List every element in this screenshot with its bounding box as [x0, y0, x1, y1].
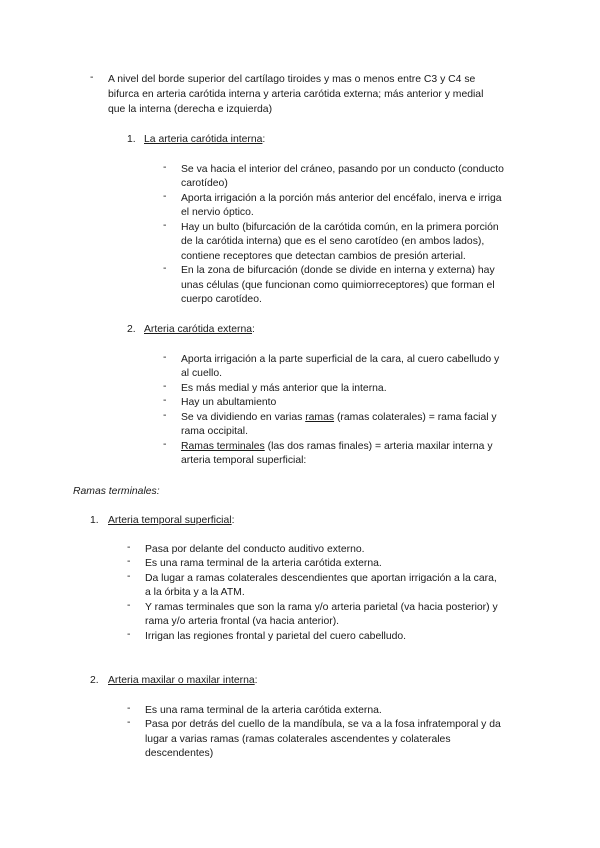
list-bullet: - [163, 381, 167, 392]
section-number: 2. [127, 324, 136, 335]
list-item-line: el nervio óptico. [181, 207, 254, 218]
list-item-line: Aporta irrigación a la porción más anterior del encéfalo, inerva e irriga [181, 193, 502, 204]
list-item-line: Pasa por delante del conducto auditivo externo. [145, 544, 365, 555]
list-bullet: - [163, 395, 167, 406]
list-bullet: - [127, 542, 131, 553]
list-item-line: unas células (que funcionan como quimiorreceptores) que forman el [181, 280, 495, 291]
list-bullet: - [163, 263, 167, 274]
heading-suffix: : [231, 515, 235, 526]
heading-suffix: : [262, 134, 266, 145]
list-bullet: - [127, 703, 131, 714]
underlined-term: Ramas terminales [181, 441, 265, 452]
list-item-line: al cuello. [181, 368, 223, 379]
list-item-line: Es una rama terminal de la arteria carótida externa. [145, 705, 382, 716]
section-heading [144, 322, 255, 337]
list-item-line: Irrigan las regiones frontal y parietal del cuero cabelludo. [145, 631, 407, 642]
list-item-line: contiene receptores que detectan cambios de presión arterial. [181, 251, 466, 262]
heading-suffix: : [254, 675, 258, 686]
ramas-terminales-heading: Ramas terminales: [73, 486, 160, 497]
intro-bullet: - [90, 72, 94, 83]
heading-suffix: : [252, 324, 255, 335]
section-heading [108, 673, 258, 688]
section-number: 1. [90, 515, 99, 526]
text-run: (las dos ramas finales) = arteria maxilar interna y [264, 441, 493, 452]
list-item-line: rama y/o arteria frontal (va hacia anterior). [145, 616, 340, 627]
list-item-line [181, 410, 497, 425]
list-bullet: - [163, 439, 167, 450]
list-bullet: - [163, 191, 167, 202]
list-bullet: - [127, 717, 131, 728]
text-run: Se va dividiendo en varias [181, 412, 306, 423]
list-item-line: Da lugar a ramas colaterales descendientes que aportan irrigación a la cara, [145, 573, 497, 584]
list-bullet: - [127, 600, 131, 611]
list-item-line: de la carótida interna) que es el seno carotídeo (en ambos lados), [181, 236, 485, 247]
list-item-line: Se va hacia el interior del cráneo, pasando por un conducto (conducto [181, 164, 504, 175]
list-item-line: Hay un abultamiento [181, 397, 277, 408]
list-item-line: rama occipital. [181, 426, 248, 437]
list-bullet: - [127, 556, 131, 567]
list-item-line: lugar a varias ramas (ramas colaterales ascendentes y colaterales [145, 734, 451, 745]
section-heading [144, 132, 265, 147]
section-number: 2. [90, 675, 99, 686]
list-item-line: arteria temporal superficial: [181, 455, 307, 466]
list-item-line: Pasa por detrás del cuello de la mandíbula, se va a la fosa infratemporal y da [145, 719, 501, 730]
section-number: 1. [127, 134, 136, 145]
list-item-line: carotídeo) [181, 178, 228, 189]
intro-line: A nivel del borde superior del cartílago tiroides y mas o menos entre C3 y C4 se [108, 74, 476, 85]
intro-line: bifurca en arteria carótida interna y arteria carótida externa; más anterior y medial [108, 89, 484, 100]
underlined-term: ramas [305, 412, 335, 423]
heading-label: La arteria carótida interna [144, 134, 263, 145]
list-bullet: - [127, 571, 131, 582]
list-item-line: Es más medial y más anterior que la interna. [181, 383, 387, 394]
section-heading [108, 513, 234, 528]
list-item-line: a la órbita y a la ATM. [145, 587, 245, 598]
heading-label: Arteria carótida externa [144, 324, 253, 335]
list-item-line: Hay un bulto (bifurcación de la carótida común, en la primera porción [181, 222, 499, 233]
list-item-line: Es una rama terminal de la arteria carótida externa. [145, 558, 382, 569]
list-item-line: descendentes) [145, 748, 214, 759]
list-item-line: Y ramas terminales que son la rama y/o arteria parietal (va hacia posterior) y [145, 602, 498, 613]
list-bullet: - [163, 220, 167, 231]
list-bullet: - [163, 352, 167, 363]
list-item-line: cuerpo carotídeo. [181, 294, 262, 305]
list-bullet: - [163, 410, 167, 421]
intro-line: que la interna (derecha e izquierda) [108, 104, 273, 115]
list-bullet: - [127, 629, 131, 640]
heading-label: Arteria temporal superficial [108, 515, 232, 526]
text-run: (ramas colaterales) = rama facial y [334, 412, 497, 423]
list-item-line [181, 439, 493, 454]
list-item-line: Aporta irrigación a la parte superficial de la cara, al cuero cabelludo y [181, 354, 500, 365]
list-bullet: - [163, 162, 167, 173]
heading-label: Arteria maxilar o maxilar interna [108, 675, 255, 686]
list-item-line: En la zona de bifurcación (donde se divide en interna y externa) hay [181, 265, 495, 276]
